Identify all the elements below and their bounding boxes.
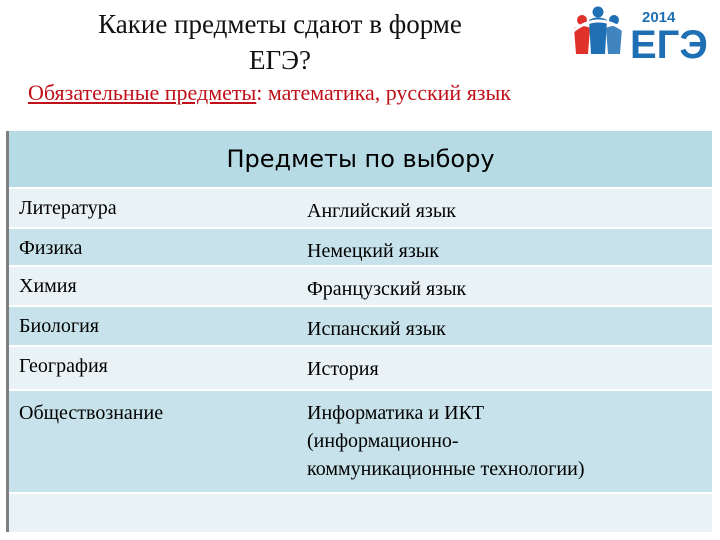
table-cell: Немецкий язык	[307, 240, 439, 262]
table-row	[9, 267, 712, 305]
logo-figures-icon	[572, 7, 626, 55]
table-cell: Испанский язык	[307, 318, 446, 340]
title-line-2: ЕГЭ?	[249, 45, 311, 75]
table-cell-line: коммуникационные технологии)	[307, 458, 585, 480]
logo-year: 2014	[642, 9, 676, 26]
title-line-1: Какие предметы сдают в форме	[98, 9, 462, 39]
table-cell: Французский язык	[307, 278, 467, 300]
table-header: Предметы по выбору	[9, 131, 712, 189]
table-row	[9, 189, 712, 227]
table-cell: История	[307, 358, 379, 380]
table-cell: Английский язык	[307, 200, 456, 222]
table-cell: Физика	[19, 237, 83, 259]
elective-subjects-table	[6, 131, 712, 532]
mandatory-text: : математика, русский язык	[256, 80, 511, 105]
table-cell-line: Информатика и ИКТ	[307, 402, 485, 424]
table-cell	[307, 399, 585, 483]
table-cell: Биология	[19, 315, 100, 337]
table-cell: Обществознание	[19, 402, 164, 424]
table-cell: Литература	[19, 197, 117, 219]
table-row	[9, 347, 712, 389]
mandatory-label: Обязательные предметы	[28, 80, 257, 105]
table-cell: География	[19, 355, 108, 377]
table-row	[9, 307, 712, 345]
table-row-empty	[9, 494, 712, 532]
page-title	[0, 6, 560, 78]
table-cell-line: (информационно-	[307, 430, 459, 452]
logo-text: ЕГЭ	[630, 23, 708, 64]
table-row	[9, 391, 712, 492]
ege-logo	[568, 2, 718, 64]
mandatory-subjects	[28, 80, 511, 106]
table-cell: Химия	[19, 275, 77, 297]
table-row	[9, 229, 712, 265]
